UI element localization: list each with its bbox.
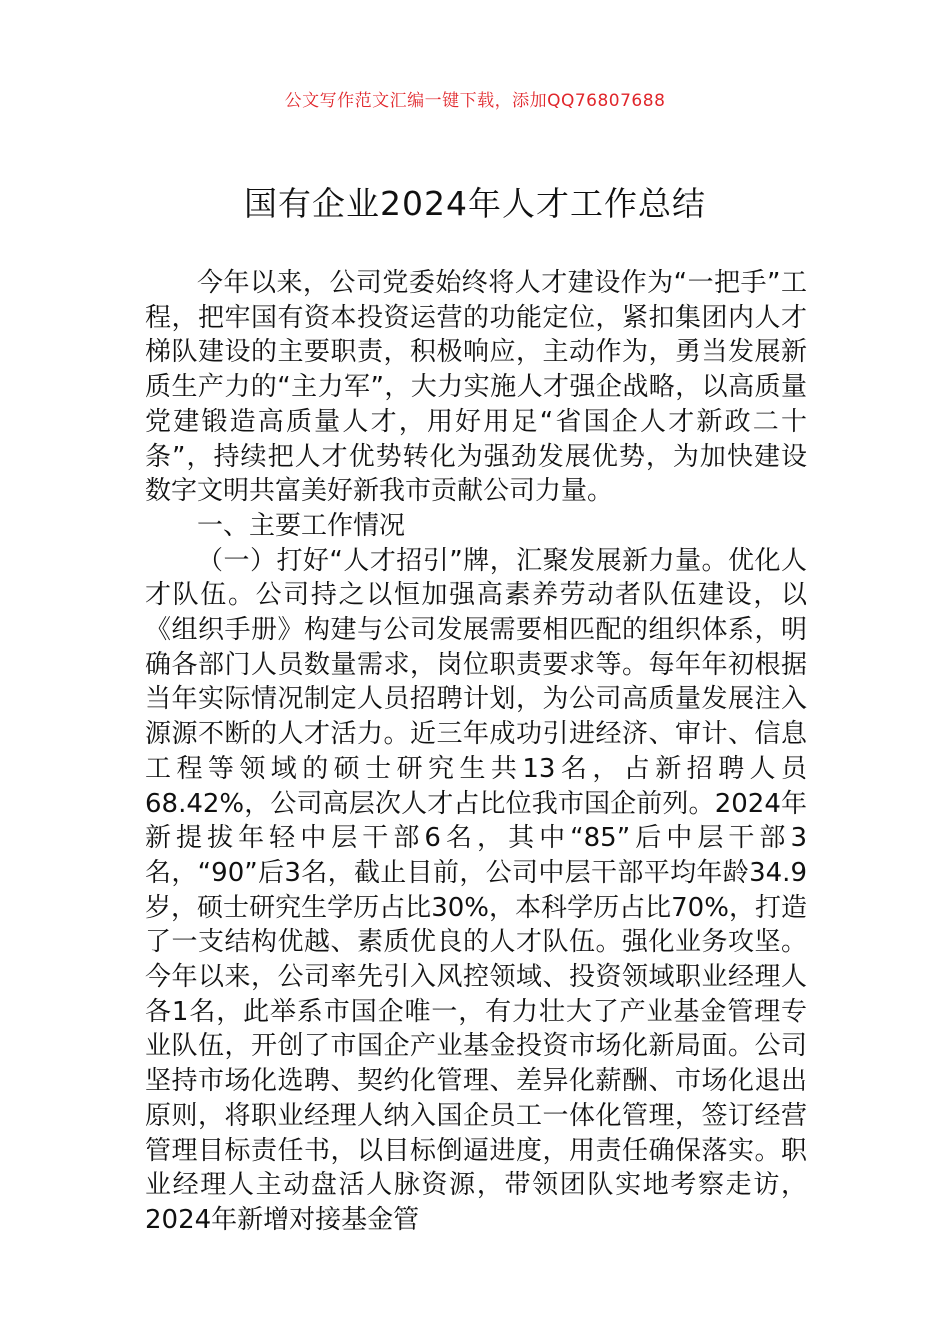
watermark-text: 公文写作范文汇编一键下载，添加QQ76807688 [284,91,666,111]
document-body [145,266,807,1238]
paragraph-talent-recruitment: （一）打好“人才招引”牌，汇聚发展新力量。优化人才队伍。公司持之以恒加强高素养劳动者队伍建设，以《组织手册》构建与公司发展需要相匹配的组织体系，明确各部门人员数量需求，岗位职责要求等。每年年初根据当年实际情况制定人员招聘计划，为公司高质量发展注入源源不断的人才活力。近三年成功引进经济、审计、信息工程等领域的硕士研究生共13名，占新招聘人员68.42%，公司高层次人才占比位我市国企前列。2024年新提拔年轻中层干部6名，其中“85”后中层干部3名，“90”后3名，截止目前，公司中层干部平均年龄34.9岁，硕士研究生学历占比30%，本科学历占比70%，打造了一支结构优越、素质优良的人才队伍。强化业务攻坚。今年以来，公司率先引入风控领域、投资领域职业经理人各1名，此举系市国企唯一，有力壮大了产业基金管理专业队伍，开创了市国企产业基金投资市场化新局面。公司坚持市场化选聘、契约化管理、差异化薪酬、市场化退出原则，将职业经理人纳入国企员工一体化管理，签订经营管理目标责任书，以目标倒逼进度，用责任确保落实。职业经理人主动盘活人脉资源，带领团队实地考察走访，2024年新增对接基金管 [145,545,807,1235]
document-title: 国有企业2024年人才工作总结 [244,184,706,223]
section-heading-main-work: 一、主要工作情况 [197,510,406,541]
paragraph-intro: 今年以来，公司党委始终将人才建设作为“一把手”工程，把牢国有资本投资运营的功能定位，紧扣集团内人才梯队建设的主要职责，积极响应，主动作为，勇当发展新质生产力的“主力军”，大力实施人才强企战略，以高质量党建锻造高质量人才，用好用足“省国企人才新政二十条”，持续把人才优势转化为强劲发展优势，为加快建设数字文明共富美好新我市贡献公司力量。 [145,268,807,507]
